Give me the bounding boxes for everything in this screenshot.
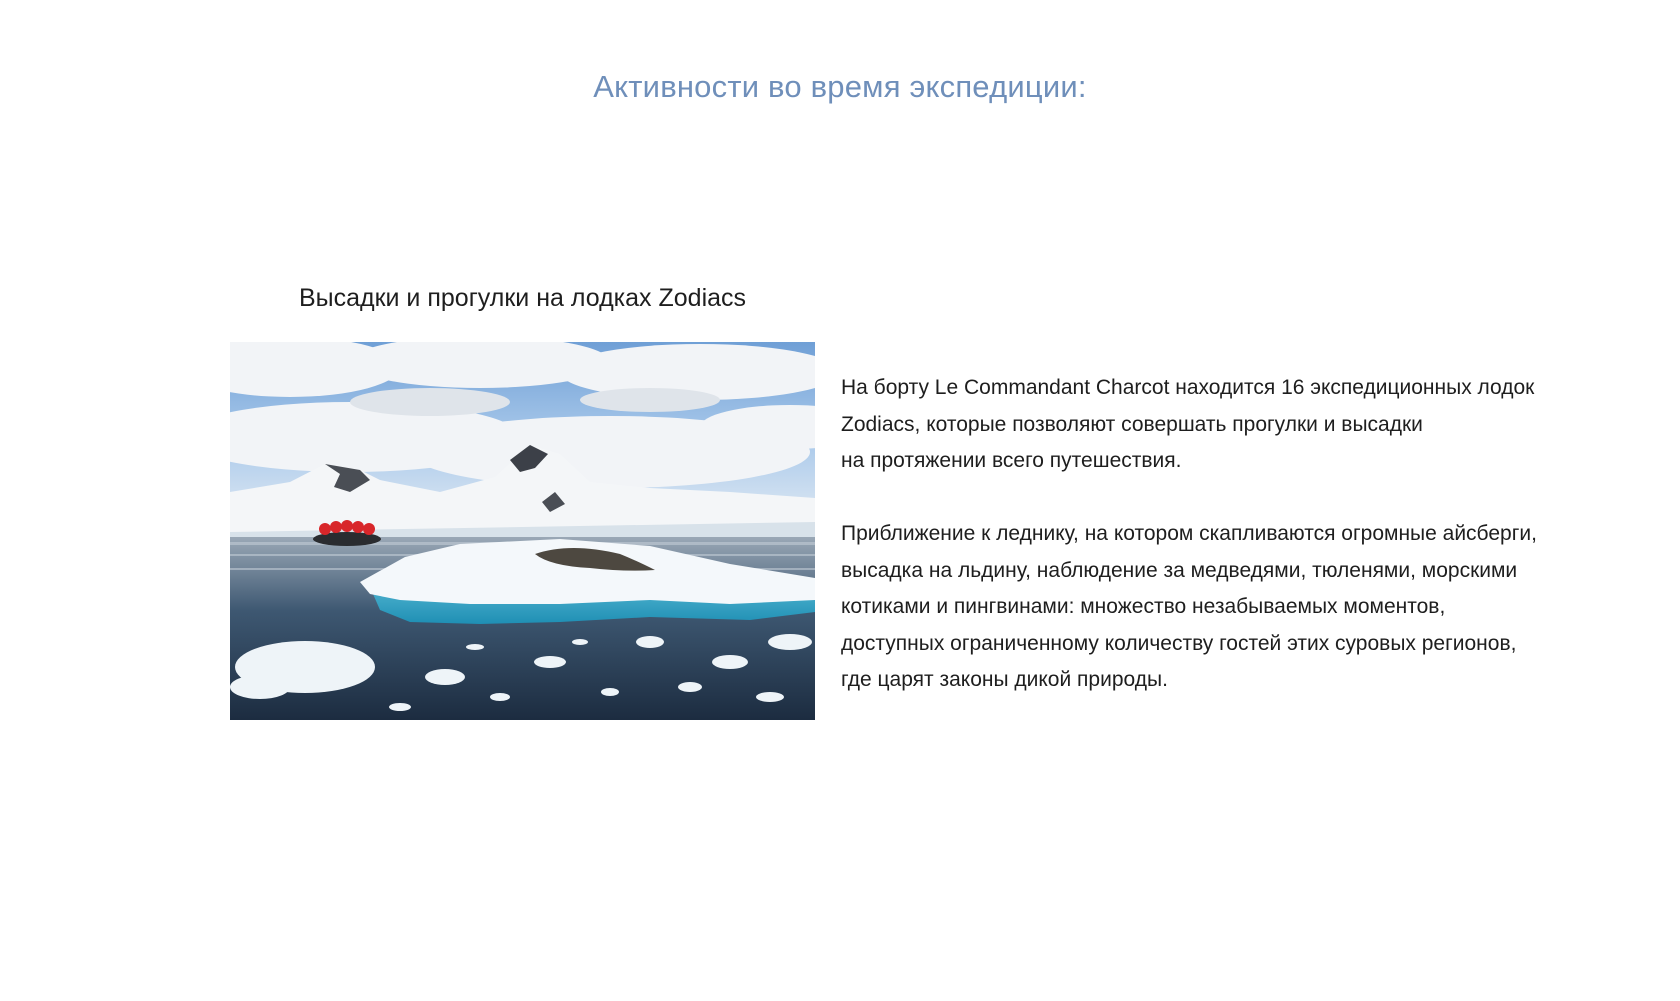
description-paragraph-1: На борту Le Commandant Charcot находится 16 экспедиционных лодок Zodiacs, которые позволяют совершать прогулки и высадки на протяжении всего путешествия.	[841, 376, 1535, 472]
description-text	[841, 370, 1561, 735]
description-paragraph-2: Приближение к леднику, на котором скапливаются огромные айсберги, высадка на льдину, наблюдение за медведями, тюленями, морскими котиками и пингвинами: множество незабываемых моментов, доступных ограниченному количеству гостей этих суровых регионов, где царят законы дикой природы.	[841, 522, 1537, 691]
section-title: Высадки и прогулки на лодках Zodiacs	[298, 284, 747, 312]
zodiac-seal-photo	[230, 342, 815, 720]
page-title: Активности во время экспедиции:	[593, 69, 1087, 104]
